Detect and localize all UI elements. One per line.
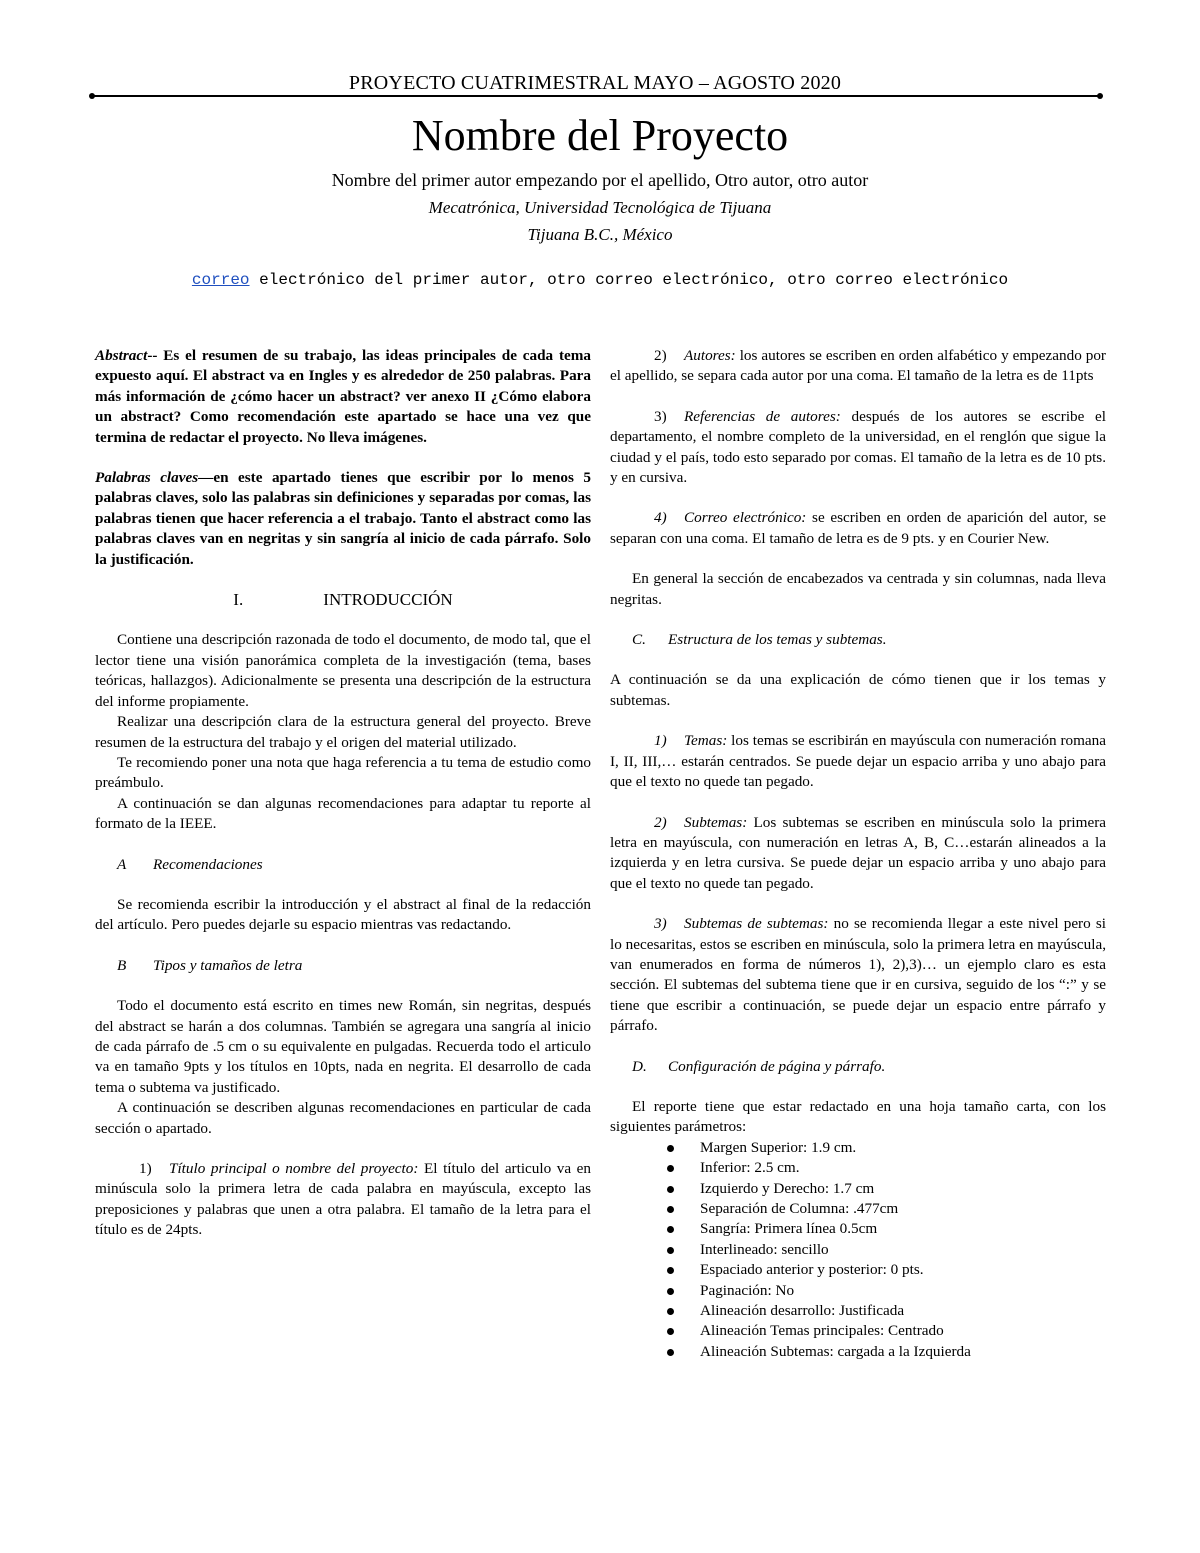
list-item: Inferior: 2.5 cm. bbox=[700, 1158, 1106, 1178]
list-item: Espaciado anterior y posterior: 0 pts. bbox=[700, 1260, 1106, 1280]
item-text: los temas se escribirán en mayúscula con numeración romana I, II, III,… estarán centrados. Se puede dejar un espacio arriba y uno abajo para que el texto no quede tan pegado. bbox=[610, 732, 1106, 791]
list-item: Paginación: No bbox=[700, 1281, 1106, 1301]
item-number: 3) bbox=[654, 407, 667, 425]
subsection-heading-recomendaciones bbox=[95, 855, 591, 875]
item-title: Correo electrónico: bbox=[684, 509, 807, 527]
section-title: INTRODUCCIÓN bbox=[323, 590, 453, 610]
email-line bbox=[0, 271, 1200, 289]
item-text: los autores se escriben en orden alfabético y empezando por el apellido, se separa cada autor por una coma. El tamaño de la letra es de 11pts bbox=[610, 347, 1106, 385]
intro-paragraph-1: Contiene una descripción razonada de todo el documento, de modo tal, que el lector tiene una visión panorámica completa de la investigación (tema, bases teóricas, hallazgos). Adicionalmente se presenta una descripción de la estructura del informe propiamente. bbox=[95, 631, 591, 710]
abstract-label: Abstract bbox=[95, 347, 148, 364]
subsection-title: Recomendaciones bbox=[153, 855, 263, 873]
item-text: se escriben en orden de aparición del autor, se separan con una coma. El tamaño de letra es de 9 pts. y en Courier New. bbox=[610, 509, 1106, 547]
item-title: Temas: bbox=[684, 732, 728, 750]
parameter-list bbox=[610, 1138, 1106, 1362]
item-text: El título del articulo va en minúscula solo la primera letra de cada palabra en mayúscula, excepto las preposiciones y palabras que unen a otra palabra. El tamaño de la letra para el título es de 24pts. bbox=[95, 1160, 592, 1239]
location: Tijuana B.C., México bbox=[527, 225, 673, 244]
subsection-title: Tipos y tamaños de letra bbox=[153, 956, 303, 974]
email-rest: electrónico del primer autor, otro correo electrónico, otro correo electrónico bbox=[249, 271, 1009, 289]
general-paragraph: En general la sección de encabezados va centrada y sin columnas, nada lleva negritas. bbox=[610, 570, 1106, 608]
intro-paragraph-3: Te recomiendo poner una nota que haga referencia a tu tema de estudio como preámbulo. bbox=[95, 753, 591, 792]
item-correo bbox=[610, 508, 1106, 549]
abstract-text: -- Es el resumen de su trabajo, las ideas principales de cada tema expuesto aquí. El abstract va en Ingles y es alrededor de 250 palabras. Para más información de ¿cómo hacer un abstract? ver anexo II ¿Cómo elabora un abstract? Como recomendación este apartado se hace una vez que termina de redactar el proyecto. No lleva imágenes. bbox=[95, 347, 591, 446]
list-item: Sangría: Primera línea 0.5cm bbox=[700, 1219, 1106, 1239]
item-autores bbox=[610, 346, 1106, 387]
configuracion-paragraph: El reporte tiene que estar redactado en una hoja tamaño carta, con los siguientes parámetros: bbox=[610, 1097, 1106, 1136]
keywords-label: Palabras claves bbox=[95, 469, 199, 487]
intro-paragraph-4: A continuación se dan algunas recomendaciones para adaptar tu reporte al formato de la IEEE. bbox=[95, 794, 591, 833]
item-number: 3) bbox=[654, 915, 667, 933]
recomendaciones-paragraph: Se recomienda escribir la introducción y el abstract al final de la redacción del artículo. Pero puedes dejarle su espacio mientras vas redactando. bbox=[95, 895, 591, 934]
item-number: 4) bbox=[654, 509, 667, 527]
item-number: 2) bbox=[654, 813, 667, 831]
item-titulo-principal bbox=[95, 1159, 591, 1241]
running-header: PROYECTO CUATRIMESTRAL MAYO – AGOSTO 2020 bbox=[348, 72, 842, 94]
subsection-title: Estructura de los temas y subtemas. bbox=[668, 631, 887, 649]
item-title: Título principal o nombre del proyecto: bbox=[169, 1160, 419, 1177]
list-item: Izquierdo y Derecho: 1.7 cm bbox=[700, 1179, 1106, 1199]
item-title: Subtemas de subtemas: bbox=[684, 915, 829, 933]
item-title: Autores: bbox=[684, 347, 736, 364]
item-title: Referencias de autores: bbox=[684, 407, 841, 425]
item-text: Los subtemas se escriben en minúscula solo la primera letra en mayúscula, con numeración en letras A, B, C…estarán alineados a la izquierda y en letra cursiva. Se puede dejar un espacio arriba y uno abajo para que el texto no quede tan pegado. bbox=[610, 813, 1106, 892]
item-subtemas-de-subtemas bbox=[610, 914, 1106, 1036]
author-list: Nombre del primer autor empezando por el apellido, Otro autor, otro autor bbox=[331, 170, 869, 190]
list-item: Margen Superior: 1.9 cm. bbox=[700, 1138, 1106, 1158]
subsection-letter: D. bbox=[632, 1057, 647, 1075]
subsection-letter: A bbox=[117, 855, 127, 873]
subsection-letter: B bbox=[117, 956, 127, 974]
section-heading-introduccion bbox=[95, 590, 591, 610]
list-item: Interlineado: sencillo bbox=[700, 1240, 1106, 1260]
item-referencias bbox=[610, 407, 1106, 489]
left-column bbox=[95, 346, 591, 1241]
right-column bbox=[610, 346, 1106, 1362]
item-number: 1) bbox=[654, 732, 667, 750]
keywords bbox=[95, 468, 591, 570]
keywords-text: —en este apartado tienes que escribir por lo menos 5 palabras claves, solo las palabras sin definiciones y separadas por comas, las palabras tienen que hacer referencia a el trabajo. Tanto el abstract como las palabras claves van en negritas y sin sangría al inicio de cada párrafo. Solo la justificación. bbox=[95, 469, 591, 568]
affiliation: Mecatrónica, Universidad Tecnológica de Tijuana bbox=[428, 198, 772, 217]
intro-paragraph-2: Realizar una descripción clara de la estructura general del proyecto. Breve resumen de la estructura del trabajo y el origen del material utilizado. bbox=[95, 713, 591, 751]
item-title: Subtemas: bbox=[684, 813, 748, 831]
paper-title: Nombre del Proyecto bbox=[411, 111, 789, 160]
list-item: Alineación Temas principales: Centrado bbox=[700, 1321, 1106, 1341]
abstract bbox=[95, 346, 591, 448]
email-link[interactable]: correo bbox=[191, 271, 250, 289]
list-item: Separación de Columna: .477cm bbox=[700, 1199, 1106, 1219]
estructura-paragraph: A continuación se da una explicación de cómo tienen que ir los temas y subtemas. bbox=[610, 671, 1106, 709]
item-number: 1) bbox=[139, 1160, 152, 1177]
item-temas bbox=[610, 731, 1106, 792]
subsection-heading-estructura bbox=[610, 630, 1106, 650]
tipos-paragraph-2: A continuación se describen algunas recomendaciones en particular de cada sección o apartado. bbox=[95, 1099, 591, 1137]
item-subtemas bbox=[610, 813, 1106, 895]
section-number: I. bbox=[233, 590, 244, 610]
tipos-paragraph-1: Todo el documento está escrito en times new Román, sin negritas, después del abstract se harán a dos columnas. También se agregara una sangría al inicio de cada párrafo de .5 cm o su equivalente en pulgadas. Recuerda todo el articulo va en tamaño 9pts y los títulos en 10pts, nada en negrita. El desarrollo de cada tema o subtema va justificado. bbox=[95, 997, 591, 1096]
subsection-letter: C. bbox=[632, 631, 646, 649]
subsection-heading-configuracion bbox=[610, 1057, 1106, 1077]
subsection-title: Configuración de página y párrafo. bbox=[668, 1057, 886, 1075]
subsection-heading-tipos bbox=[95, 956, 591, 976]
header-rule bbox=[92, 95, 1100, 97]
list-item: Alineación Subtemas: cargada a la Izquierda bbox=[700, 1342, 1106, 1362]
item-text: después de los autores se escribe el departamento, el nombre completo de la universidad, en el renglón que sigue la ciudad y el país, todo esto separado por comas. El tamaño de la letra es de 10 pts. y en cursiva. bbox=[610, 407, 1107, 487]
item-number: 2) bbox=[654, 347, 667, 364]
list-item: Alineación desarrollo: Justificada bbox=[700, 1301, 1106, 1321]
item-text: no se recomienda llegar a este nivel pero si lo necesaritas, estos se escriben en minúscula, solo la primera letra en mayúscula, van enumerados en forma de números 1), 2),3)… un ejemplo claro es esta sección. El subtemas del subtema tiene que ir en cursiva, seguido de los “:” y se tiene que escribir a continuación, se puede dejar un espacio entre párrafo y párrafo. bbox=[610, 915, 1106, 1035]
